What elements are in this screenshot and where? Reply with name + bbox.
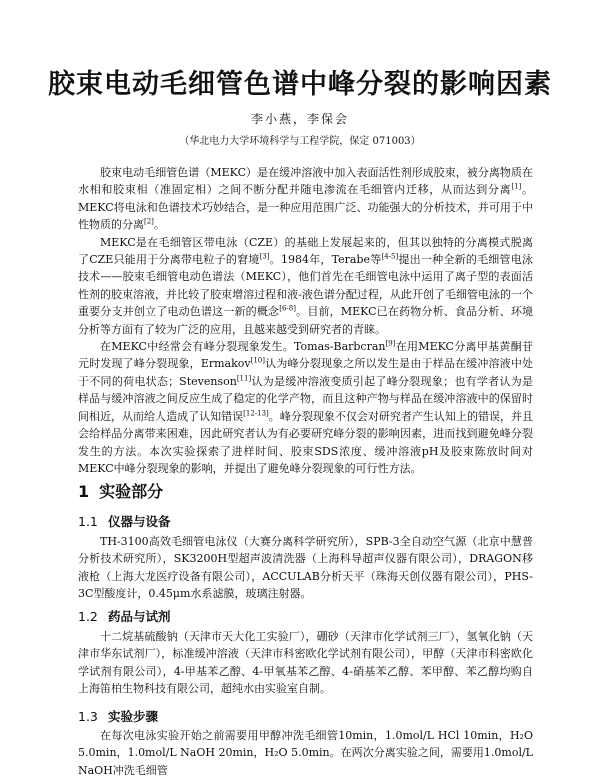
text-span: 。目前，MEKC已在药物分析、食品分析、环境分析等方面有了较为广泛的应用，且越来越受到研究者的青睐。	[78, 305, 534, 336]
subsection-number: 1.2	[78, 609, 98, 624]
intro-paragraph-3	[78, 338, 533, 477]
section-number: 1	[78, 482, 90, 501]
authors: 李小燕，李保会	[250, 112, 349, 126]
citation: [9]	[385, 339, 396, 348]
citation: [2]	[144, 217, 154, 226]
citation: [1]	[511, 182, 522, 191]
citation: [10]	[250, 356, 265, 365]
subsection-title: 实验步骤	[108, 709, 159, 724]
procedure-paragraph: 在每次电泳实验开始之前需要用甲醇冲洗毛细管10min，1.0mol/L HCl 10min，H₂O 5.0min，1.0mol/L NaOH 20min，H₂O 5.0min。在两次分离实验之间，需要用1.0mol/L NaOH冲洗毛细管	[78, 729, 533, 777]
text-span: 。MEKC将电泳和色谱技术巧妙结合，是一种应用范围广泛、功能强大的分析技术，并可用于中性物质的分离	[78, 183, 534, 232]
text-span: 认为是缓冲溶液变质引起了峰分裂现象；也有学者认为是样品与缓冲溶液之间反应生成了稳定的化学产物，而且这种产物与样品在缓冲溶液中的保留时间相近，从而给人造成了认知错误	[78, 374, 533, 423]
subsection-title: 仪器与设备	[108, 514, 171, 529]
text-span: MEKC是在毛细管区带电泳（CZE）的基础上发展起来的，但其以独特的分离模式脱离了CZE只能用于分离带电粒子的窘境	[78, 235, 533, 267]
subsection-heading-1-1	[78, 512, 171, 530]
text-span: 。1984年，Terabe等	[269, 253, 382, 267]
subsection-heading-1-2	[78, 607, 171, 625]
subsection-number: 1.1	[78, 514, 98, 529]
text-span: 认为峰分裂现象之所以发生是由于样品在缓冲溶液中处于不同的荷电状态；Stevenson	[78, 357, 534, 388]
citation: [6-8]	[279, 304, 296, 313]
section-heading-1	[78, 479, 173, 502]
reagents-paragraph: 十二烷基硫酸钠（天津市天大化工实验厂），硼砂（天津市化学试剂三厂），氢氧化钠（天津市华东试剂厂），标准缓冲溶液（天津市科密欧化学试剂有限公司），甲醇（天津市科密欧化学试剂有限公司），4-甲基苯乙醇、4-甲氧基苯乙醇、4-硝基苯乙醇、苯甲醇、苯乙醇均购自上海笛柏生物科技有限公司，超纯水由实验室自制。	[78, 630, 533, 696]
instruments-section	[78, 533, 533, 603]
text-span: 提出一种全新的毛细管电泳技术——胶束毛细管电动色谱法（MEKC），他们首先在毛细管电泳中运用了离子型的表面活性剂的胶束溶液，并比较了胶束增溶过程和液-液色谱分配过程，从此开创了毛细管电泳的一个重要分支并创立了电动色谱这一新的概念	[78, 253, 534, 319]
text-span: 。	[153, 218, 165, 232]
citation: [3]	[259, 252, 270, 261]
text-span: 。峰分裂现象不仅会对研究者产生认知上的错误，并且会给样品分离带来困难，因此研究者认为有必要研究峰分裂的影响因素，进而找到避免峰分裂发生的方法。本次实验探索了进样时间、胶束SDS浓度、缓冲溶液pH及胶束陈放时间对MEKC中峰分裂现象的影响，并提出了避免峰分裂现象的可行性方法。	[78, 409, 534, 475]
section-title: 实验部分	[99, 482, 164, 501]
intro-paragraph-2	[78, 234, 533, 338]
citation: [11]	[236, 374, 252, 383]
affiliation: （华北电力大学环境科学与工程学院，保定 071003）	[179, 136, 421, 147]
text-span: 在用MEKC分离甲基黄酮苷元时发现了峰分裂现象，Ermakov	[78, 340, 533, 371]
citation: [12-13]	[243, 409, 269, 418]
subsection-number: 1.3	[78, 709, 98, 724]
paper-title: 胶束电动毛细管色谱中峰分裂的影响因素	[48, 69, 552, 100]
subsection-title: 药品与试剂	[108, 609, 171, 624]
introduction	[78, 164, 533, 477]
text-span: 在MEKC中经常会有峰分裂现象发生。Tomas-Barbcran	[100, 340, 386, 354]
citation: [4-5]	[381, 252, 399, 261]
subsection-heading-1-3	[78, 707, 158, 725]
intro-paragraph-1	[78, 164, 533, 234]
instruments-paragraph: TH-3100高效毛细管电泳仪（大赛分离科学研究所），SPB-3全自动空气源（北京中慧普分析技术研究所），SK3200H型超声波清洗器（上海科导超声仪器有限公司），DRAGON移液枪（上海大龙医疗设备有限公司），ACCULAB分析天平（珠海天创仪器有限公司），PHS-3C型酸度计，0.45μm水系滤膜，玻璃注射器。	[78, 535, 533, 601]
reagents-section	[78, 628, 533, 698]
text-span: 胶束电动毛细管色谱（MEKC）是在缓冲溶液中加入表面活性剂形成胶束，被分离物质在水相和胶束相（准固定相）之间不断分配并随电渗流在毛细管内迁移，从而达到分离	[78, 166, 533, 197]
procedure-section	[78, 727, 533, 779]
